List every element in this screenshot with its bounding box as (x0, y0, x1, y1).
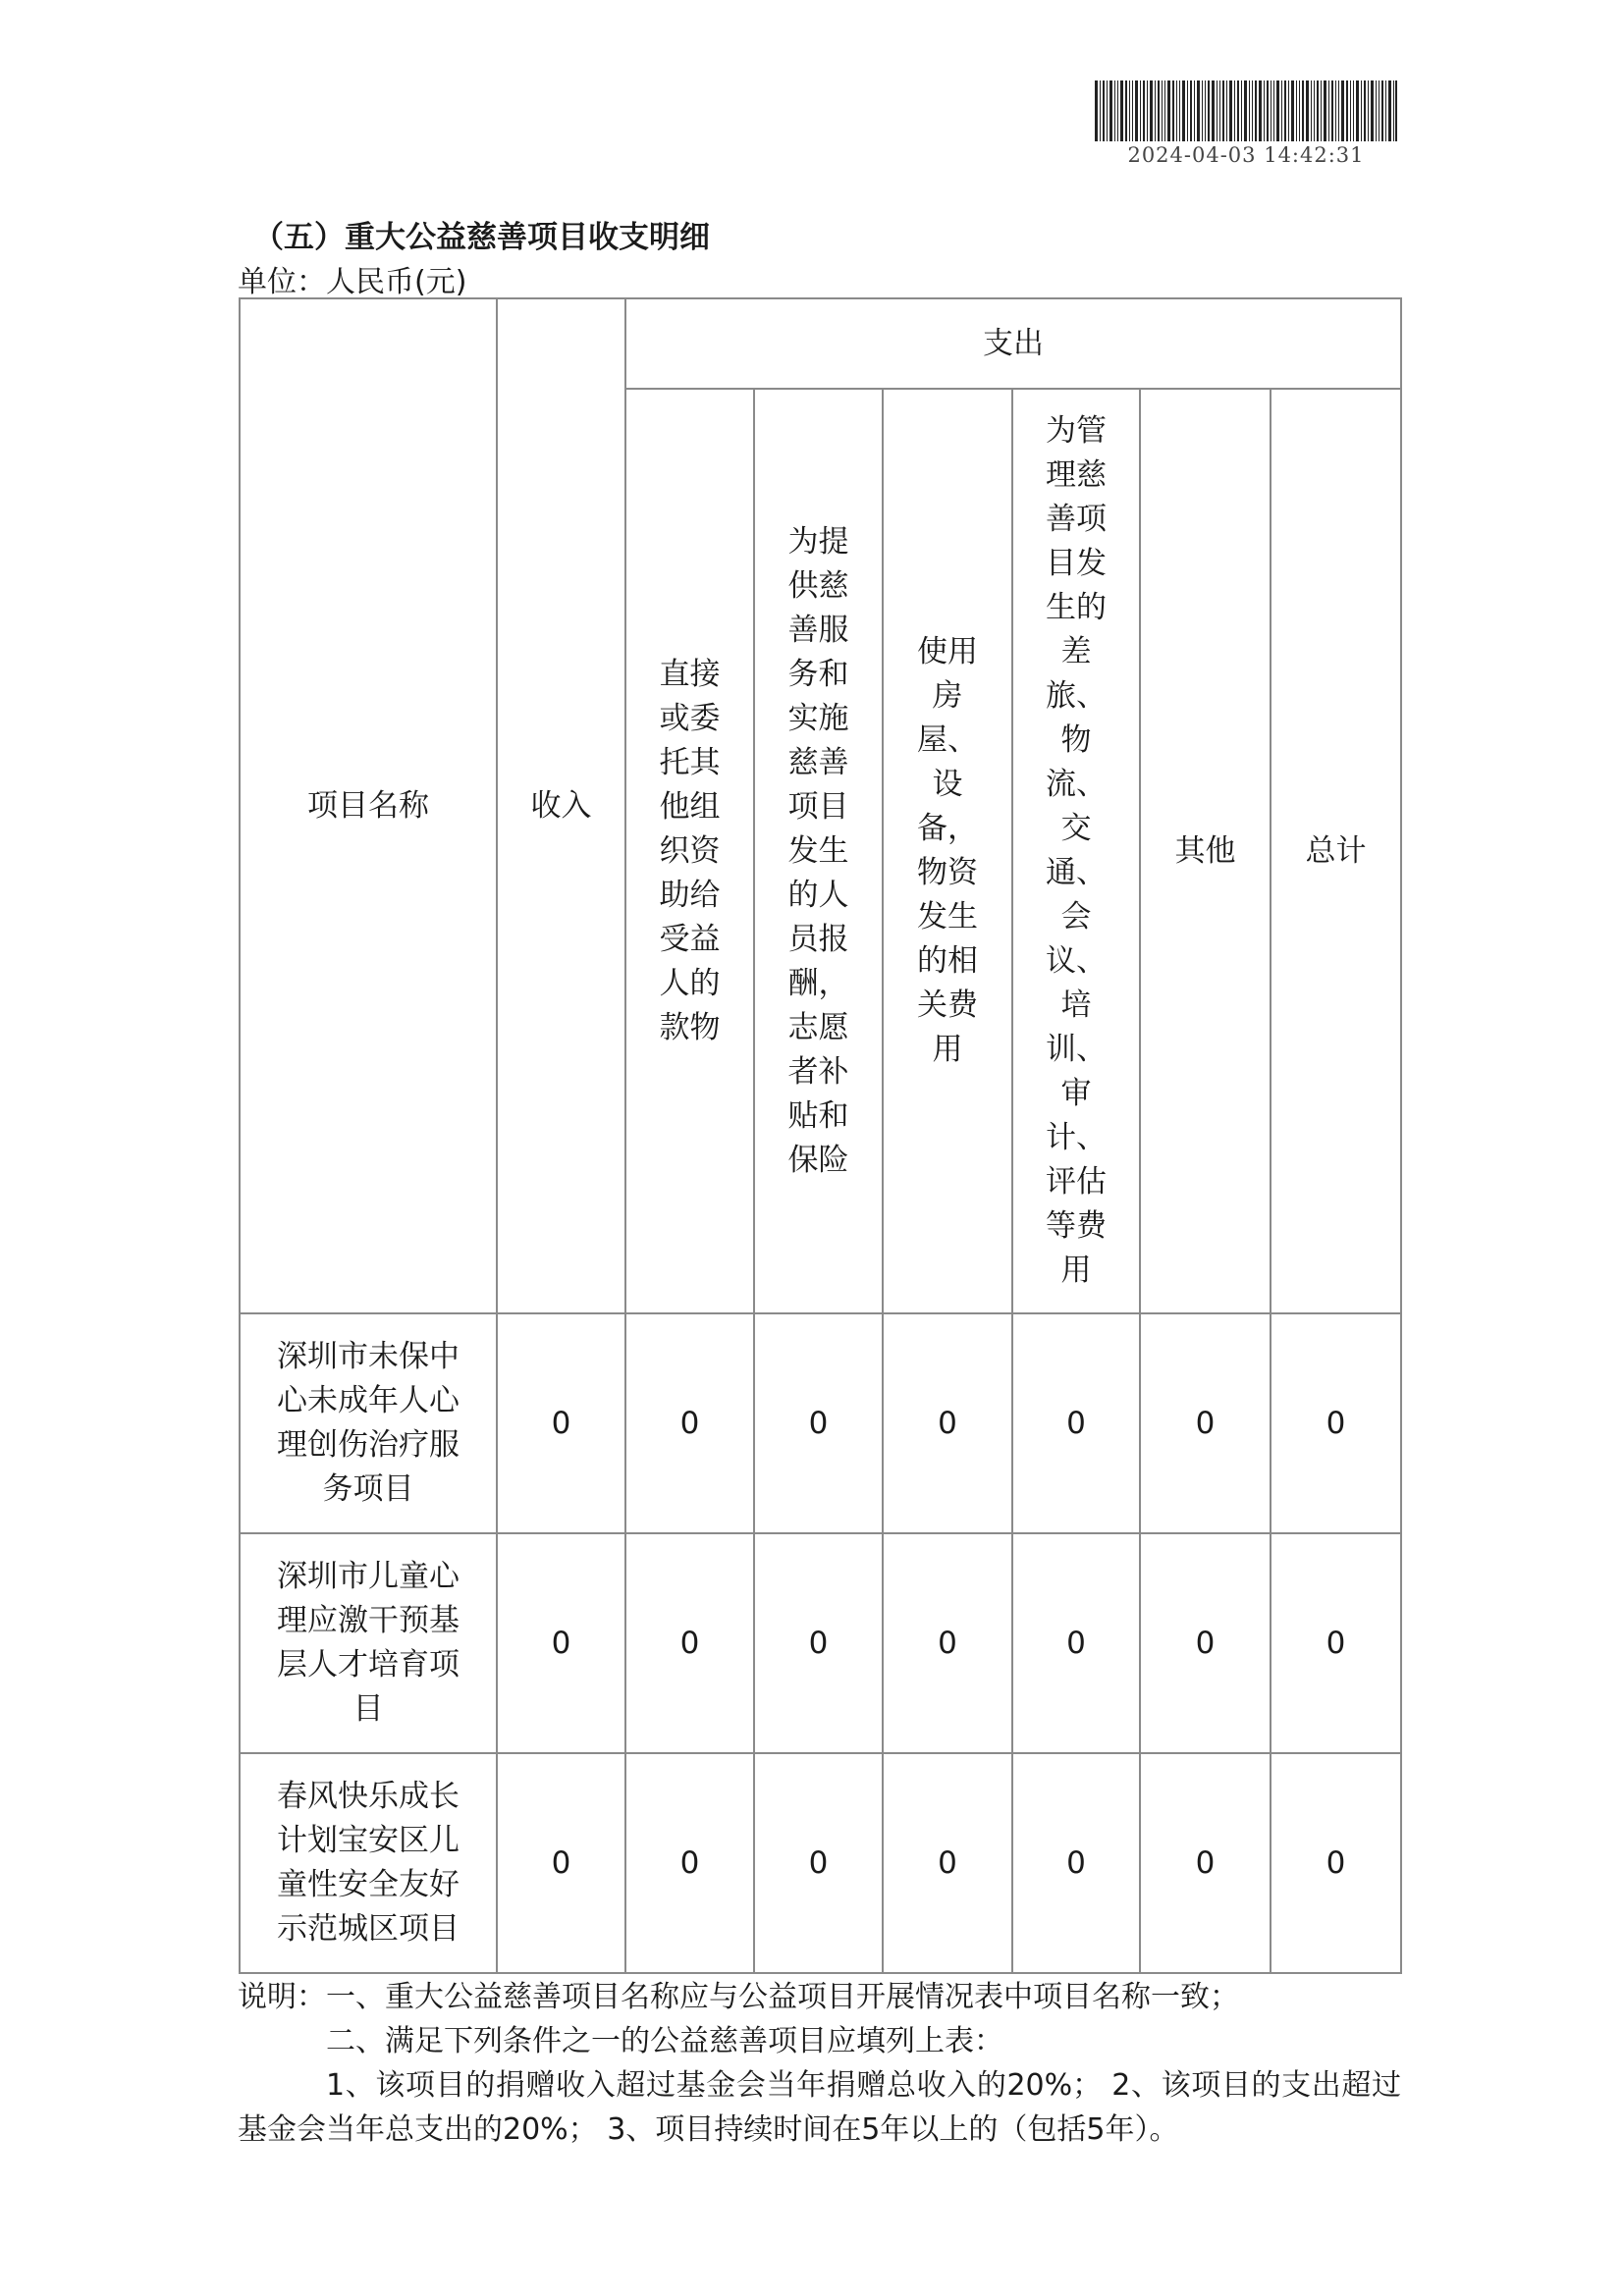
table-row (240, 1533, 1401, 1753)
header-facilities-label: 使用房屋、设备，物资发生的相关费用 (917, 634, 978, 1067)
header-personnel-label: 为提供慈善服务和实施慈善项目发生的人员报酬，志愿者补贴和保险 (787, 523, 849, 1178)
header-personnel (754, 389, 883, 1313)
header-row-top (240, 298, 1401, 389)
cell-income: 0 (497, 1533, 625, 1753)
table-row (240, 1313, 1401, 1533)
cell-other: 0 (1140, 1753, 1271, 1973)
print-timestamp: 2024-04-03 14:42:31 (1127, 143, 1365, 167)
cell-direct-aid: 0 (625, 1313, 754, 1533)
cell-personnel: 0 (754, 1753, 883, 1973)
cell-management: 0 (1012, 1753, 1140, 1973)
currency-unit: 单位：人民币(元) (238, 265, 467, 299)
cell-direct-aid: 0 (625, 1753, 754, 1973)
cell-income: 0 (497, 1313, 625, 1533)
header-income-label: 收入 (530, 787, 592, 824)
header-other-label: 其他 (1174, 832, 1236, 869)
header-total (1271, 389, 1401, 1313)
row-project-name (240, 1753, 497, 1973)
header-project-name-label: 项目名称 (307, 787, 429, 824)
cell-facilities: 0 (883, 1533, 1012, 1753)
page-title: （五）重大公益慈善项目收支明细 (253, 220, 710, 255)
note-line-3: 1、该项目的捐赠收入超过基金会当年捐赠总收入的20%； 2、该项目的支出超过基金会当年总支出的20%； 3、项目持续时间在5年以上的（包括5年）。 (238, 2068, 1401, 2147)
table-row (240, 1753, 1401, 1973)
project-expense-table (239, 297, 1402, 1974)
cell-total: 0 (1271, 1533, 1401, 1753)
note-line-1: 说明：一、重大公益慈善项目名称应与公益项目开展情况表中项目名称一致； (238, 1980, 1239, 2014)
cell-facilities: 0 (883, 1313, 1012, 1533)
header-expense (625, 298, 1401, 389)
header-management (1012, 389, 1140, 1313)
project-name-text: 深圳市儿童心理应激干预基层人才培育项目 (277, 1559, 460, 1727)
note-line-2: 二、满足下列条件之一的公益慈善项目应填列上表： (326, 2024, 1003, 2058)
header-project-name (240, 298, 497, 1313)
cell-management: 0 (1012, 1313, 1140, 1533)
header-income (497, 298, 625, 1313)
cell-personnel: 0 (754, 1313, 883, 1533)
project-name-text: 深圳市未保中心未成年人心理创伤治疗服务项目 (277, 1339, 460, 1507)
header-direct-aid-label: 直接或委托其他组织资助给受益人的款物 (659, 656, 721, 1045)
barcode (1095, 80, 1397, 141)
cell-total: 0 (1271, 1313, 1401, 1533)
cell-personnel: 0 (754, 1533, 883, 1753)
row-project-name (240, 1533, 497, 1753)
header-other (1140, 389, 1271, 1313)
header-direct-aid (625, 389, 754, 1313)
header-management-label: 为管理慈善项目发生的差旅、物流、交通、会议、培训、审计、评估等费用 (1046, 413, 1107, 1288)
cell-management: 0 (1012, 1533, 1140, 1753)
cell-direct-aid: 0 (625, 1533, 754, 1753)
header-expense-label: 支出 (983, 325, 1045, 361)
cell-total: 0 (1271, 1753, 1401, 1973)
notes (238, 1975, 1401, 2152)
project-name-text: 春风快乐成长计划宝安区儿童性安全友好示范城区项目 (277, 1779, 460, 1947)
row-project-name (240, 1313, 497, 1533)
cell-income: 0 (497, 1753, 625, 1973)
cell-other: 0 (1140, 1313, 1271, 1533)
header-total-label: 总计 (1305, 832, 1367, 869)
cell-other: 0 (1140, 1533, 1271, 1753)
cell-facilities: 0 (883, 1753, 1012, 1973)
header-facilities (883, 389, 1012, 1313)
